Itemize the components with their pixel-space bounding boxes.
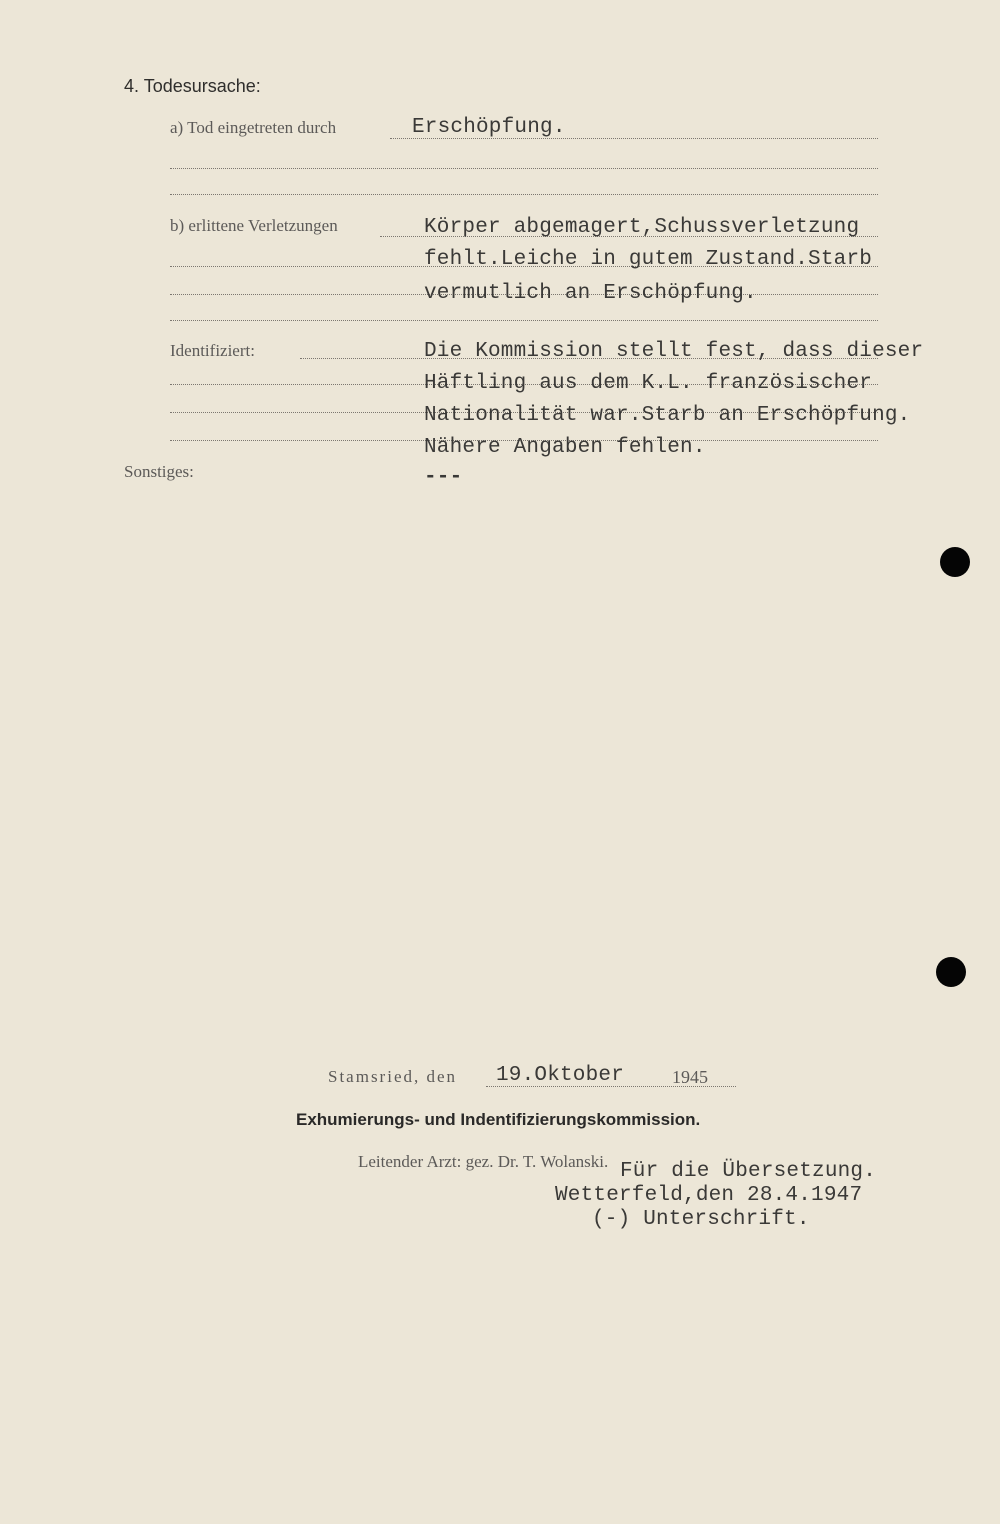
injuries-line-3: vermutlich an Erschöpfung. xyxy=(424,282,757,305)
identified-line-3: Nationalität war.Starb an Erschöpfung. xyxy=(424,404,911,427)
punch-hole xyxy=(936,957,966,987)
injuries-line-1: Körper abgemagert,Schussverletzung xyxy=(424,216,860,239)
date-value: 19.Oktober xyxy=(496,1064,625,1087)
dotted-line xyxy=(170,194,878,195)
section-heading: 4. Todesursache: xyxy=(124,76,261,96)
death-cause-value: Erschöpfung. xyxy=(412,116,566,139)
other-value: --- xyxy=(424,466,463,489)
translation-line-1: Für die Übersetzung. xyxy=(620,1160,877,1183)
death-cause-label: a) Tod eingetreten durch xyxy=(170,118,337,137)
punch-hole xyxy=(940,547,970,577)
identified-line-1: Die Kommission stellt fest, dass dieser xyxy=(424,340,924,363)
year-value: 1945 xyxy=(672,1067,708,1087)
dotted-line xyxy=(170,168,878,169)
commission-name: Exhumierungs- und Indentifizierungskommission. xyxy=(296,1110,701,1129)
doctor-signature: Leitender Arzt: gez. Dr. T. Wolanski. xyxy=(358,1152,609,1171)
identified-line-2: Häftling aus dem K.L. französischer xyxy=(424,372,873,395)
dotted-line xyxy=(170,320,878,321)
translation-line-2: Wetterfeld,den 28.4.1947 xyxy=(555,1184,863,1207)
identified-line-4: Nähere Angaben fehlen. xyxy=(424,436,706,459)
place-label: Stamsried, den xyxy=(328,1067,458,1086)
translation-line-3: (-) Unterschrift. xyxy=(592,1208,810,1231)
other-label: Sonstiges: xyxy=(124,462,194,481)
identified-label: Identifiziert: xyxy=(170,341,255,360)
injuries-line-2: fehlt.Leiche in gutem Zustand.Starb xyxy=(424,248,873,271)
injuries-label: b) erlittene Verletzungen xyxy=(170,216,338,235)
